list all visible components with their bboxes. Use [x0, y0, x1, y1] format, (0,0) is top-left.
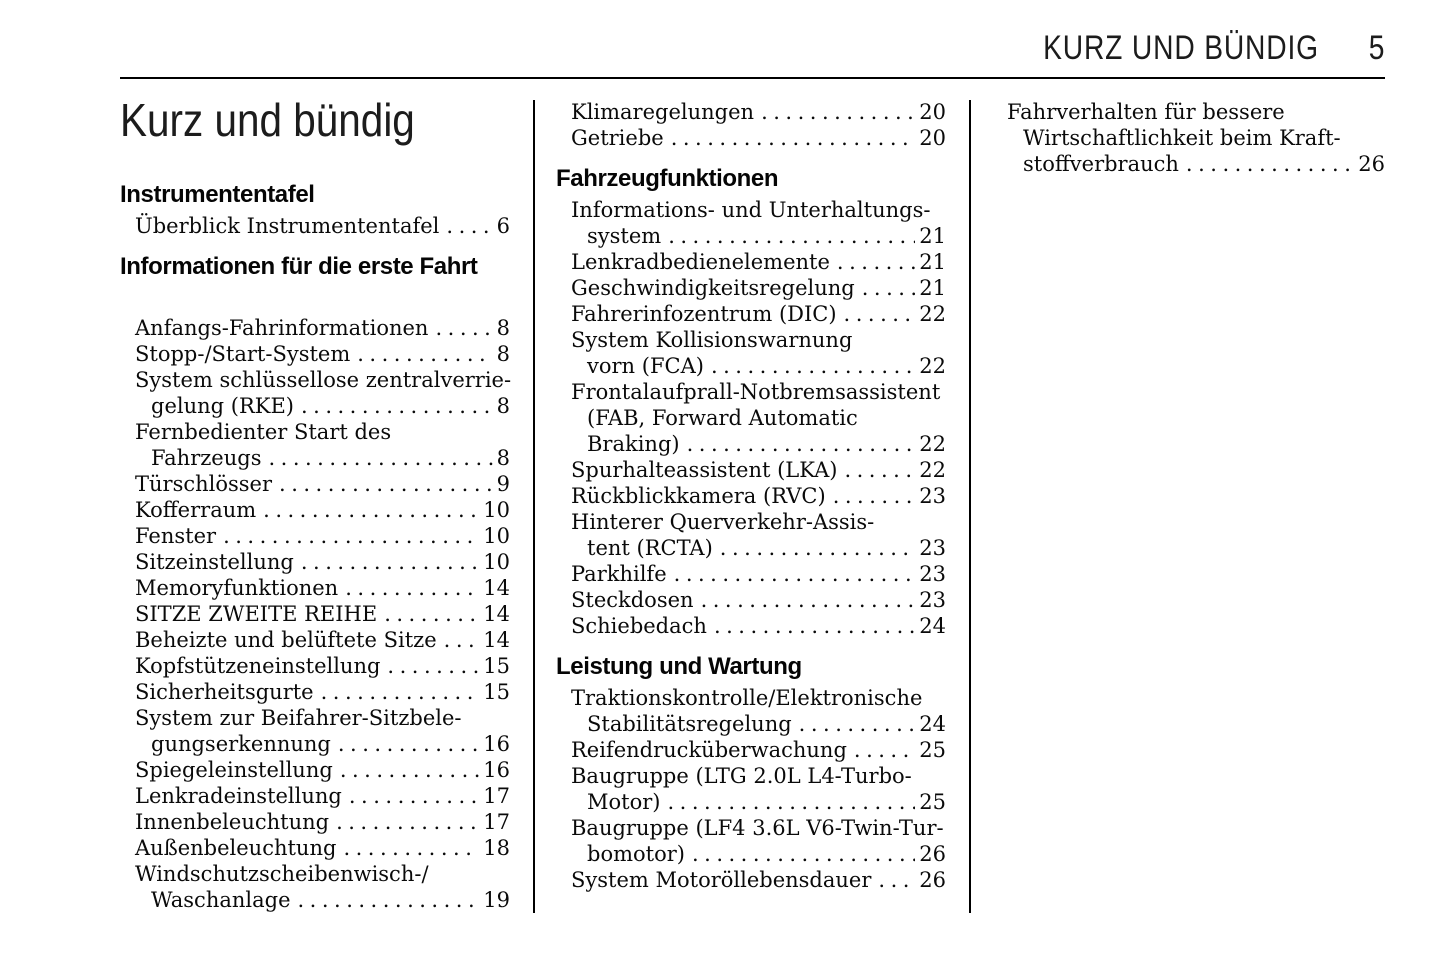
toc-entry-line	[120, 315, 510, 341]
toc-page-number: 26	[919, 842, 946, 866]
toc-entry-line	[992, 99, 1385, 125]
toc-page-number: 22	[919, 432, 946, 456]
dot-leader	[1186, 151, 1354, 177]
toc-entry-line	[120, 341, 510, 367]
toc-page-number: 23	[919, 536, 946, 560]
chapter-title: KURZ UND BÜNDIG	[1042, 29, 1319, 67]
dot-leader	[223, 523, 479, 549]
section-spacer	[120, 285, 510, 315]
toc-page-number: 14	[483, 576, 510, 600]
toc-entry-text: Reifendrucküberwachung	[571, 738, 847, 762]
toc-entry-text: Spurhalteassistent (LKA)	[571, 458, 838, 482]
dot-leader	[854, 737, 915, 763]
dot-leader	[301, 549, 479, 575]
dot-leader	[263, 497, 479, 523]
toc-entry-line	[120, 523, 510, 549]
toc-page-number: 10	[483, 498, 510, 522]
toc-entry-text: bomotor)	[587, 842, 685, 866]
toc-entry-line	[556, 353, 946, 379]
toc-entry-text: system	[587, 224, 662, 248]
toc-entry-line	[120, 627, 510, 653]
toc-entry-line	[556, 197, 946, 223]
column-divider-1	[533, 100, 535, 913]
page-number: 5	[1368, 29, 1385, 67]
toc-page-number: 22	[919, 354, 946, 378]
toc-entry-line	[556, 327, 946, 353]
toc-entry-line	[556, 457, 946, 483]
toc-entry-text: Steckdosen	[571, 588, 694, 612]
dot-leader	[711, 353, 915, 379]
dot-leader	[701, 587, 916, 613]
toc-entry-text: SITZE ZWEITE REIHE	[135, 602, 378, 626]
dot-leader	[435, 315, 492, 341]
toc-entry-text: Parkhilfe	[571, 562, 667, 586]
toc-entry-line	[120, 731, 510, 757]
toc-page-number: 23	[919, 588, 946, 612]
toc-entry-line	[556, 613, 946, 639]
toc-entry-text: Beheizte und belüftete Sitze	[135, 628, 437, 652]
dot-leader	[338, 731, 479, 757]
toc-column-1	[120, 95, 510, 913]
dot-leader	[862, 275, 916, 301]
toc-entry-line	[556, 561, 946, 587]
toc-entry-text: Anfangs-Fahrinformationen	[135, 316, 429, 340]
dot-leader	[692, 841, 915, 867]
page-header-content	[1043, 30, 1385, 66]
dot-leader	[714, 613, 915, 639]
page-title	[120, 95, 510, 145]
toc-entry-line	[120, 497, 510, 523]
toc-page-number: 21	[919, 250, 946, 274]
toc-entry-line	[556, 815, 946, 841]
toc-entry-line	[556, 275, 946, 301]
toc-page-number: 23	[919, 562, 946, 586]
toc-entry-line	[120, 679, 510, 705]
toc-entry-line	[556, 711, 946, 737]
dot-leader	[844, 301, 916, 327]
toc-entry-text: Türschlösser	[135, 472, 273, 496]
dot-leader	[340, 757, 479, 783]
toc-column-2	[556, 95, 946, 893]
dot-leader	[343, 835, 479, 861]
toc-page-number: 21	[919, 224, 946, 248]
toc-page-number: 23	[919, 484, 946, 508]
toc-column-3	[992, 95, 1385, 177]
toc-entry-line	[120, 601, 510, 627]
toc-entry-text: Braking)	[587, 432, 680, 456]
dot-leader	[357, 341, 492, 367]
toc-entry-line	[120, 367, 510, 393]
toc-page-number: 14	[483, 602, 510, 626]
toc-entry-text: System Motoröllebensdauer	[571, 868, 872, 892]
toc-page-number: 24	[919, 614, 946, 638]
dot-leader	[761, 99, 915, 125]
toc-entry-text: Traktionskontrolle/Elektronische	[571, 686, 923, 710]
toc-blocks-3	[992, 95, 1385, 177]
toc-page-number: 20	[919, 100, 946, 124]
toc-entry-line	[120, 809, 510, 835]
toc-entry-line	[120, 835, 510, 861]
toc-entry-line	[556, 379, 946, 405]
toc-entry-text: Baugruppe (LF4 3.6L V6-Twin-Tur-	[571, 816, 944, 840]
dot-leader	[298, 887, 480, 913]
toc-entry-text: Hinterer Querverkehr-Assis-	[571, 510, 875, 534]
toc-entry-text: Geschwindigkeitsregelung	[571, 276, 855, 300]
dot-leader	[446, 213, 492, 239]
toc-entry-text: Stopp-/Start-System	[135, 342, 351, 366]
toc-page-number: 10	[483, 550, 510, 574]
dot-leader	[301, 393, 493, 419]
toc-entry-text: System Kollisionswarnung	[571, 328, 853, 352]
toc-entry-text: System zur Beifahrer-Sitzbele-	[135, 706, 462, 730]
toc-entry-text: Innenbeleuchtung	[135, 810, 330, 834]
toc-page-number: 19	[483, 888, 510, 912]
toc-entry-line	[556, 509, 946, 535]
dot-leader	[720, 535, 915, 561]
toc-entry-text: Kopfstützeneinstellung	[135, 654, 381, 678]
toc-page-number: 26	[1358, 152, 1385, 176]
dot-leader	[687, 431, 916, 457]
dot-leader	[349, 783, 479, 809]
toc-entry-text: Sitzeinstellung	[135, 550, 294, 574]
dot-leader	[674, 561, 916, 587]
toc-blocks-2	[556, 95, 946, 893]
toc-entry-text: Baugruppe (LTG 2.0L L4-Turbo-	[571, 764, 912, 788]
toc-entry-text: Motor)	[587, 790, 661, 814]
toc-page-number: 18	[483, 836, 510, 860]
toc-entry-text: Getriebe	[571, 126, 664, 150]
toc-entry-text: Klimaregelungen	[571, 100, 755, 124]
dot-leader	[667, 789, 915, 815]
toc-entry-text: Fenster	[135, 524, 217, 548]
dot-leader	[279, 471, 493, 497]
toc-page-number: 17	[483, 784, 510, 808]
toc-entry-line	[556, 99, 946, 125]
toc-entry-line	[556, 483, 946, 509]
dot-leader	[837, 249, 915, 275]
page-header	[973, 30, 1385, 66]
toc-entry-text: Außenbeleuchtung	[135, 836, 337, 860]
section-heading: Informationen für die erste Fahrt	[120, 253, 478, 280]
toc-page-number: 8	[496, 446, 510, 470]
toc-entry-line	[120, 861, 510, 887]
dot-leader	[268, 445, 492, 471]
toc-entry-line	[556, 405, 946, 431]
toc-entry-line	[556, 763, 946, 789]
toc-entry-line	[556, 223, 946, 249]
toc-entry-line	[556, 535, 946, 561]
toc-page-number: 8	[496, 394, 510, 418]
dot-leader	[321, 679, 480, 705]
toc-entry-text: Lenkradbedienelemente	[571, 250, 830, 274]
toc-entry-text: Fahrerinfozentrum (DIC)	[571, 302, 837, 326]
toc-entry-text: Spiegeleinstellung	[135, 758, 333, 782]
toc-entry-line	[556, 685, 946, 711]
toc-entry-text: Waschanlage	[151, 888, 291, 912]
toc-entry-line	[120, 445, 510, 471]
toc-entry-text: Windschutzscheibenwisch-/	[135, 862, 429, 886]
toc-page-number: 10	[483, 524, 510, 548]
toc-entry-line	[556, 867, 946, 893]
dot-leader	[444, 627, 480, 653]
dot-leader	[668, 223, 915, 249]
toc-blocks-1	[120, 181, 510, 913]
dot-leader	[799, 711, 916, 737]
toc-columns	[120, 95, 1385, 913]
toc-entry-line	[992, 151, 1385, 177]
toc-page-number: 15	[483, 654, 510, 678]
toc-entry-line	[556, 125, 946, 151]
dot-leader	[844, 457, 915, 483]
toc-entry-text: tent (RCTA)	[587, 536, 713, 560]
toc-entry-line	[556, 841, 946, 867]
dot-leader	[878, 867, 915, 893]
toc-page-number: 22	[919, 458, 946, 482]
toc-entry-line	[556, 249, 946, 275]
toc-page-number: 22	[919, 302, 946, 326]
toc-page-number: 24	[919, 712, 946, 736]
toc-entry-text: gelung (RKE)	[151, 394, 294, 418]
toc-entry-text: Informations- und Unterhaltungs-	[571, 198, 931, 222]
toc-entry-line	[120, 471, 510, 497]
toc-entry-text: Fernbedienter Start des	[135, 420, 392, 444]
toc-entry-line	[120, 887, 510, 913]
toc-page-number: 25	[919, 738, 946, 762]
toc-entry-text: Wirtschaftlichkeit beim Kraft-	[1023, 126, 1341, 150]
toc-page-number: 21	[919, 276, 946, 300]
toc-entry-text: Rückblickkamera (RVC)	[571, 484, 826, 508]
toc-page-number: 6	[496, 214, 510, 238]
toc-entry-line	[120, 705, 510, 731]
toc-entry-line	[556, 737, 946, 763]
toc-entry-line	[120, 393, 510, 419]
column-divider-2	[969, 100, 971, 913]
dot-leader	[336, 809, 479, 835]
dot-leader	[345, 575, 479, 601]
toc-entry-text: vorn (FCA)	[587, 354, 704, 378]
toc-entry-line	[556, 431, 946, 457]
section-heading: Leistung und Wartung	[556, 653, 802, 680]
toc-page-number: 20	[919, 126, 946, 150]
toc-entry-line	[556, 789, 946, 815]
toc-entry-line	[556, 301, 946, 327]
toc-entry-text: Kofferraum	[135, 498, 257, 522]
toc-entry-line	[556, 587, 946, 613]
toc-entry-text: Stabilitätsregelung	[587, 712, 792, 736]
dot-leader	[671, 125, 916, 151]
toc-entry-text: System schlüssellose zentralverrie-	[135, 368, 512, 392]
toc-page-number: 16	[483, 758, 510, 782]
section-heading: Instrumententafel	[120, 181, 315, 208]
toc-entry-line	[120, 757, 510, 783]
header-rule	[120, 77, 1385, 79]
toc-entry-text: Fahrzeugs	[151, 446, 262, 470]
toc-page-number: 8	[496, 342, 510, 366]
toc-entry-text: Überblick Instrumententafel	[135, 214, 440, 238]
toc-entry-text: (FAB, Forward Automatic	[587, 406, 858, 430]
toc-page-number: 14	[483, 628, 510, 652]
toc-entry-line	[120, 549, 510, 575]
toc-entry-line	[992, 125, 1385, 151]
toc-entry-line	[120, 783, 510, 809]
toc-entry-line	[120, 419, 510, 445]
toc-page-number: 8	[496, 316, 510, 340]
toc-entry-text: Sicherheitsgurte	[135, 680, 314, 704]
toc-entry-text: Schiebedach	[571, 614, 707, 638]
toc-entry-line	[120, 575, 510, 601]
toc-entry-text: Memoryfunktionen	[135, 576, 339, 600]
toc-page-number: 25	[919, 790, 946, 814]
toc-page-number: 26	[919, 868, 946, 892]
dot-leader	[833, 483, 916, 509]
dot-leader	[387, 653, 479, 679]
toc-entry-line	[120, 213, 510, 239]
toc-entry-text: gungserkennung	[151, 732, 331, 756]
page-title-text: Kurz und bündig	[120, 94, 415, 146]
toc-page-number: 17	[483, 810, 510, 834]
toc-entry-line	[120, 653, 510, 679]
toc-entry-text: Frontalaufprall-Notbremsassistent	[571, 380, 941, 404]
toc-entry-text: Lenkradeinstellung	[135, 784, 342, 808]
section-heading: Fahrzeugfunktionen	[556, 165, 779, 192]
toc-entry-text: Fahrverhalten für bessere	[1007, 100, 1285, 124]
dot-leader	[384, 601, 479, 627]
toc-entry-text: stoffverbrauch	[1023, 152, 1179, 176]
toc-page-number: 15	[483, 680, 510, 704]
toc-page-number: 16	[483, 732, 510, 756]
toc-page-number: 9	[496, 472, 510, 496]
